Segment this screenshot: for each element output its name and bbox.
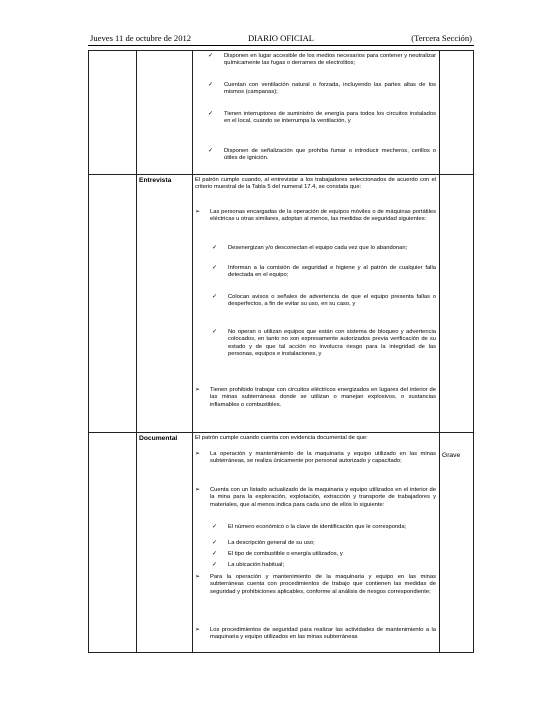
column-divider-1 <box>136 50 137 653</box>
row-divider-2 <box>88 432 474 433</box>
check-icon: ✓ <box>208 111 214 117</box>
row-divider-1 <box>88 174 474 175</box>
list-item: El número económico o la clave de identificación que le corresponda; <box>228 524 407 530</box>
header-date: Jueves 11 de octubre de 2012 <box>90 33 192 43</box>
arrow-bullet-icon: ➢ <box>195 387 201 393</box>
arrow-bullet-icon: ➢ <box>195 574 201 580</box>
list-item: Tienen interruptores de suministro de energía para todos los circuitos instalados en el local, cuando se interrumpa la ventilación, y <box>224 111 436 125</box>
list-item: Disponen en lugar accesible de los medios necesarios para contener y neutralizar químicamente las fugas o derrames de electrolitos; <box>224 53 436 67</box>
check-icon: ✓ <box>212 265 218 271</box>
list-item: Disponen de señalización que prohíba fumar o introducir mecheros, cerillos o útiles de ignición. <box>224 148 436 162</box>
check-icon: ✓ <box>212 329 218 335</box>
list-item: Las personas encargadas de la operación de equipos móviles o de máquinas portátiles eléctricas u otras similares, adoptan al menos, las medidas de seguridad siguientes: <box>210 209 436 223</box>
list-item: Para la operación y mantenimiento de la maquinaria y equipo en las minas subterráneas cuenta con procedimientos de trabajo que contienen las medidas de seguridad y prohibiciones aplicables, conforme al análisis de riesgos correspondiente; <box>210 574 436 595</box>
table-border-left <box>88 50 89 653</box>
header-publication: DIARIO OFICIAL <box>247 33 315 43</box>
list-item: Tienen prohibido trabajar con circuitos eléctricos energizados en lugares del interior de las minas subterráneas donde se utilizan o manejan explosivos, o sustancias inflamables o combustibles. <box>210 387 436 408</box>
table-border-bottom <box>88 652 474 653</box>
check-icon: ✓ <box>208 53 214 59</box>
arrow-bullet-icon: ➢ <box>195 451 201 457</box>
list-item: El tipo de combustible o energía utilizados, y <box>228 551 343 557</box>
arrow-bullet-icon: ➢ <box>195 487 201 493</box>
column-divider-3 <box>439 50 440 653</box>
table-border-top <box>88 50 474 51</box>
row-label-documental: Documental <box>139 435 178 442</box>
page-header <box>88 33 474 46</box>
arrow-bullet-icon: ➢ <box>195 627 201 633</box>
compliance-table <box>88 50 474 653</box>
list-item: Desenergizan y/o desconectan el equipo cada vez que lo abandonan; <box>228 245 408 251</box>
arrow-bullet-icon: ➢ <box>195 209 201 215</box>
check-icon: ✓ <box>208 82 214 88</box>
table-border-right <box>473 50 474 653</box>
list-item: Cuenta con un listado actualizado de la maquinaria y equipo utilizados en el interior de la mina para la exploración, explotación, extracción y transporte de trabajadores y materiales, que al menos indica para cada uno de ellos lo siguiente: <box>210 487 436 508</box>
list-item: La operación y mantenimiento de la maquinaria y equipo utilizado en las minas subterráneas, se realiza únicamente por personal autorizado y capacitado; <box>210 451 436 465</box>
list-item: La descripción general de su uso; <box>228 540 315 546</box>
list-item: Los procedimientos de seguridad para realizar las actividades de mantenimiento a la maquinaria y equipo utilizados en las minas subterráneas <box>210 627 436 641</box>
check-icon: ✓ <box>212 294 218 300</box>
list-item: Cuentan con ventilación natural o forzada, incluyendo las partes altas de los mismos (campanas); <box>224 82 436 96</box>
header-section: (Tercera Sección) <box>411 33 472 43</box>
list-item: Colocan avisos o señales de advertencia de que el equipo presenta fallas o desperfectos, a fin de evitar su uso, en su caso, y <box>228 294 436 308</box>
check-icon: ✓ <box>212 540 218 546</box>
severity-value: Grave <box>442 452 461 459</box>
entrevista-intro: El patrón cumple cuando, al entrevistar a los trabajadores seleccionados de acuerdo con el criterio muestral de la Tabla 5 del numeral 17.4, se constata que: <box>195 177 436 191</box>
check-icon: ✓ <box>208 148 214 154</box>
check-icon: ✓ <box>212 562 218 568</box>
list-item: La ubicación habitual; <box>228 562 285 568</box>
column-divider-2 <box>192 50 193 653</box>
list-item: Informan a la comisión de seguridad e higiene y al patrón de cualquier falla detectada en el equipo; <box>228 265 436 279</box>
documental-intro: El patrón cumple cuando cuenta con evidencia documental de que: <box>195 435 368 441</box>
list-item: No operan o utilizan equipos que están con sistema de bloqueo y advertencia colocados, en tanto no son expresamente autorizados previa verificación de su estado y de que tal acción no involucra riesgo para la integridad de las personas, equipos e instalaciones, y <box>228 329 436 358</box>
row-label-entrevista: Entrevista <box>139 177 172 184</box>
check-icon: ✓ <box>212 524 218 530</box>
check-icon: ✓ <box>212 551 218 557</box>
check-icon: ✓ <box>212 245 218 251</box>
